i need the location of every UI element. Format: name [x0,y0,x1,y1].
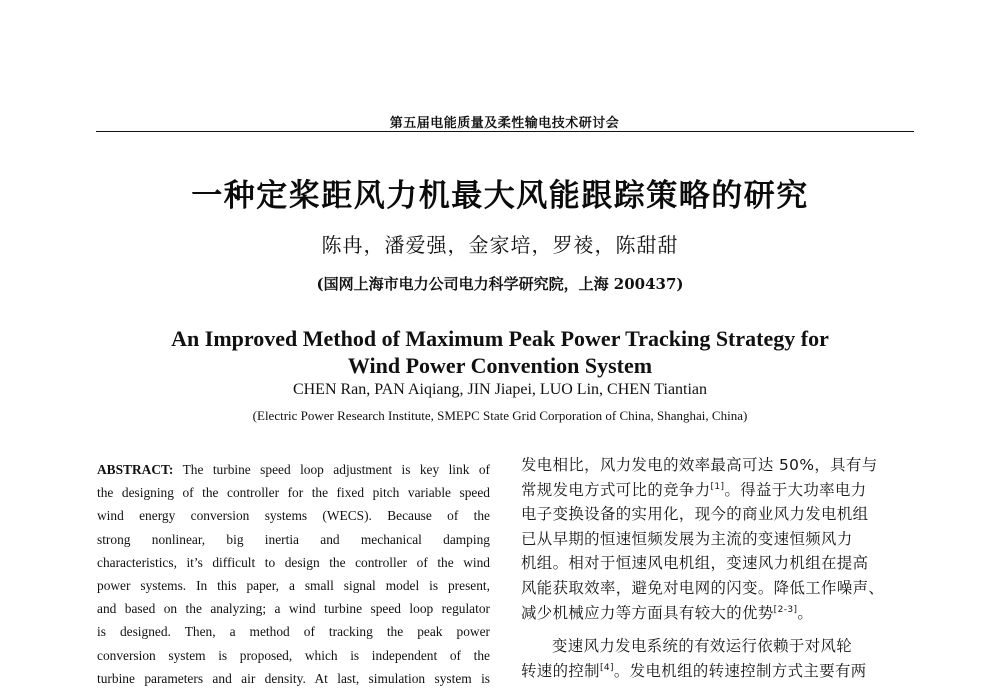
english-affiliation: (Electric Power Research Institute, SMEPC State Grid Corporation of China, Shanghai, China) [252,408,748,423]
abstract-line: power systems. In this paper, a small signal model is present, [97,577,490,593]
abstract-line: wind energy conversion systems (WECS). Because of the [97,508,490,524]
citation-ref: [2-3] [773,604,798,615]
english-title-line-1: An Improved Method of Maximum Peak Power Tracking Strategy for [171,326,829,351]
chinese-body-column [521,453,913,683]
abstract-line: is designed. Then, a method of tracking the peak power [97,624,490,640]
body-line: 电子变换设备的实用化，现今的商业风力发电机组 [521,505,869,524]
body-line: 发电相比，风力发电的效率最高可达 50%，具有与 [521,456,878,474]
body-line: 减少机械应力等方面具有较大的优势[2-3]。 [521,603,814,622]
english-title [0,325,1000,379]
conference-header: 第五届电能质量及柔性输电技术研讨会 [389,116,620,131]
english-authors: CHEN Ran, PAN Aiqiang, JIN Jiapei, LUO Lin, CHEN Tiantian [292,381,708,398]
citation-ref: [4] [599,662,614,673]
body-line: 变速风力发电系统的有效运行依赖于对风轮 [552,637,853,656]
body-line: 机组。相对于恒速风电机组，变速风力机组在提高 [521,554,869,573]
citation-ref: [1] [710,481,725,492]
abstract-line: characteristics, it’s difficult to design the controller of the wind [97,554,490,570]
body-line: 常规发电方式可比的竞争力[1]。得益于大功率电力 [521,480,867,499]
chinese-title: 一种定桨距风力机最大风能跟踪策略的研究 [191,178,809,214]
chinese-authors: 陈冉，潘爱强，金家培，罗祾，陈甜甜 [321,233,679,257]
chinese-affiliation: (国网上海市电力公司电力科学研究院，上海 200437) [316,275,684,293]
abstract-line: ABSTRACT: The turbine speed loop adjustment is key link of [97,462,490,477]
body-line: 风能获取效率，避免对电网的闪变。降低工作噪声、 [521,578,885,597]
abstract-line: the designing of the controller for the fixed pitch variable speed [97,485,490,501]
header-rule [96,131,914,132]
english-title-line-2: Wind Power Convention System [347,353,653,378]
body-line: 转速的控制[4]。发电机组的转速控制方式主要有两 [521,661,867,680]
body-line: 已从早期的恒速恒频发展为主流的变速恒频风力 [521,529,853,548]
abstract-line: strong nonlinear, big inertia and mechanical damping [97,531,490,547]
abstract-label: ABSTRACT: [97,462,174,477]
abstract-line: conversion system is proposed, which is independent of the [97,647,490,663]
abstract-line: turbine parameters and air density. At last, simulation system is [97,670,490,686]
abstract-column [97,458,490,690]
abstract-line: and based on the analyzing; a wind turbine speed loop regulator [97,601,490,617]
